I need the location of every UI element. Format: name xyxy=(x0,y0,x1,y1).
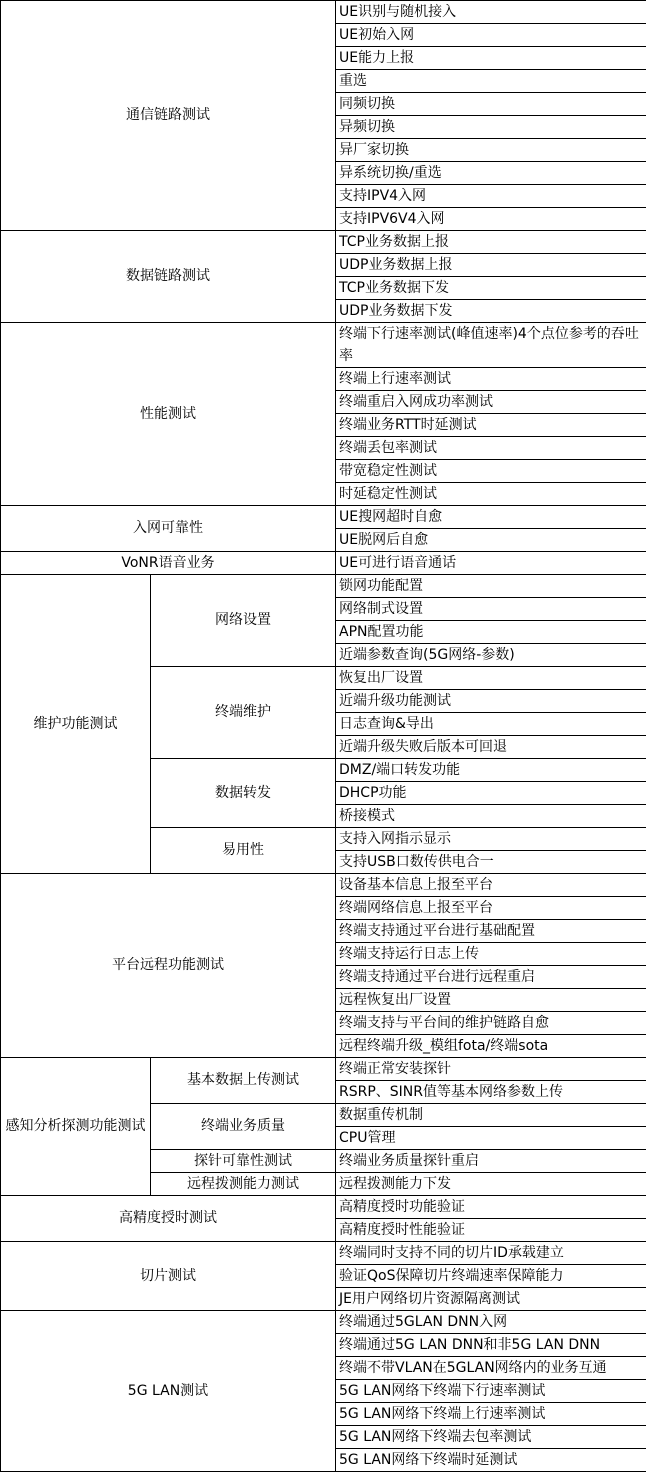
test-item-cell: APN配置功能 xyxy=(336,621,646,644)
subcategory-cell: 网络设置 xyxy=(151,575,336,667)
test-item-cell: 终端网络信息上报至平台 xyxy=(336,897,646,920)
test-item-cell: CPU管理 xyxy=(336,1127,646,1150)
category-cell: 性能测试 xyxy=(1,323,336,506)
subcategory-cell: 易用性 xyxy=(151,828,336,874)
test-item-cell: 锁网功能配置 xyxy=(336,575,646,598)
test-item-cell: 异厂家切换 xyxy=(336,139,646,162)
test-item-cell: 终端下行速率测试(峰值速率)4个点位参考的吞吐率 xyxy=(336,323,646,368)
test-item-cell: 终端不带VLAN在5GLAN网络内的业务互通 xyxy=(336,1357,646,1380)
test-item-cell: 重选 xyxy=(336,70,646,93)
test-item-cell: JE用户网络切片资源隔离测试 xyxy=(336,1288,646,1311)
test-item-cell: 终端重启入网成功率测试 xyxy=(336,391,646,414)
test-item-cell: UE脱网后自愈 xyxy=(336,529,646,552)
subcategory-cell: 远程拨测能力测试 xyxy=(151,1173,336,1196)
test-item-cell: 终端正常安装探针 xyxy=(336,1058,646,1081)
table-row xyxy=(1,575,646,598)
test-item-cell: 支持USB口数传供电合一 xyxy=(336,851,646,874)
test-item-cell: 桥接模式 xyxy=(336,805,646,828)
test-item-cell: 终端业务RTT时延测试 xyxy=(336,414,646,437)
table-row xyxy=(1,1,646,24)
test-item-cell: 终端支持通过平台进行基础配置 xyxy=(336,920,646,943)
test-item-cell: 日志查询&导出 xyxy=(336,713,646,736)
test-item-cell: 高精度授时性能验证 xyxy=(336,1219,646,1242)
test-item-cell: 远程恢复出厂设置 xyxy=(336,989,646,1012)
table-row xyxy=(1,1196,646,1219)
test-item-cell: 网络制式设置 xyxy=(336,598,646,621)
test-item-cell: UE可进行语音通话 xyxy=(336,552,646,575)
test-item-cell: 带宽稳定性测试 xyxy=(336,460,646,483)
table-row xyxy=(1,506,646,529)
table-row xyxy=(1,1242,646,1265)
test-item-cell: 终端上行速率测试 xyxy=(336,368,646,391)
test-item-cell: 终端支持通过平台进行远程重启 xyxy=(336,966,646,989)
test-item-cell: 支持IPV6V4入网 xyxy=(336,208,646,231)
test-item-cell: UE搜网超时自愈 xyxy=(336,506,646,529)
category-cell: VoNR语音业务 xyxy=(1,552,336,575)
test-item-cell: 远程拨测能力下发 xyxy=(336,1173,646,1196)
test-item-cell: RSRP、SINR值等基本网络参数上传 xyxy=(336,1081,646,1104)
test-item-cell: 终端支持与平台间的维护链路自愈 xyxy=(336,1012,646,1035)
test-item-cell: 同频切换 xyxy=(336,93,646,116)
category-cell: 5G LAN测试 xyxy=(1,1311,336,1472)
test-item-cell: 近端参数查询(5G网络-参数) xyxy=(336,644,646,667)
test-item-cell: 5G LAN网络下终端时延测试 xyxy=(336,1449,646,1472)
test-item-cell: 5G LAN网络下终端去包率测试 xyxy=(336,1426,646,1449)
subcategory-cell: 终端业务质量 xyxy=(151,1104,336,1150)
test-item-cell: 数据重传机制 xyxy=(336,1104,646,1127)
test-item-cell: TCP业务数据下发 xyxy=(336,277,646,300)
table-row xyxy=(1,874,646,897)
test-item-cell: UDP业务数据上报 xyxy=(336,254,646,277)
test-items-body xyxy=(1,1,646,1472)
category-cell: 维护功能测试 xyxy=(1,575,151,874)
test-item-cell: UE初始入网 xyxy=(336,24,646,47)
test-item-cell: 异系统切换/重选 xyxy=(336,162,646,185)
test-item-cell: 高精度授时功能验证 xyxy=(336,1196,646,1219)
test-item-cell: 恢复出厂设置 xyxy=(336,667,646,690)
category-cell: 通信链路测试 xyxy=(1,1,336,231)
category-cell: 平台远程功能测试 xyxy=(1,874,336,1058)
table-row xyxy=(1,1058,646,1081)
test-item-cell: 终端业务质量探针重启 xyxy=(336,1150,646,1173)
subcategory-cell: 基本数据上传测试 xyxy=(151,1058,336,1104)
category-cell: 数据链路测试 xyxy=(1,231,336,323)
subcategory-cell: 探针可靠性测试 xyxy=(151,1150,336,1173)
test-item-cell: 远程终端升级_模组fota/终端sota xyxy=(336,1035,646,1058)
subcategory-cell: 终端维护 xyxy=(151,667,336,759)
table-row xyxy=(1,231,646,254)
test-item-cell: 设备基本信息上报至平台 xyxy=(336,874,646,897)
test-item-cell: 支持入网指示显示 xyxy=(336,828,646,851)
subcategory-cell: 数据转发 xyxy=(151,759,336,828)
category-cell: 感知分析探测功能测试 xyxy=(1,1058,151,1196)
test-item-cell: 验证QoS保障切片终端速率保障能力 xyxy=(336,1265,646,1288)
table-row xyxy=(1,552,646,575)
test-item-cell: 近端升级功能测试 xyxy=(336,690,646,713)
category-cell: 入网可靠性 xyxy=(1,506,336,552)
test-item-cell: TCP业务数据上报 xyxy=(336,231,646,254)
test-item-cell: 近端升级失败后版本可回退 xyxy=(336,736,646,759)
test-item-cell: 异频切换 xyxy=(336,116,646,139)
category-cell: 高精度授时测试 xyxy=(1,1196,336,1242)
test-item-cell: 终端同时支持不同的切片ID承载建立 xyxy=(336,1242,646,1265)
table-row xyxy=(1,1311,646,1334)
test-item-cell: UDP业务数据下发 xyxy=(336,300,646,323)
test-item-cell: UE能力上报 xyxy=(336,47,646,70)
test-item-cell: 支持IPV4入网 xyxy=(336,185,646,208)
test-item-cell: 5G LAN网络下终端上行速率测试 xyxy=(336,1403,646,1426)
test-item-cell: 时延稳定性测试 xyxy=(336,483,646,506)
category-cell: 切片测试 xyxy=(1,1242,336,1311)
test-item-cell: 终端丢包率测试 xyxy=(336,437,646,460)
test-item-cell: 终端支持运行日志上传 xyxy=(336,943,646,966)
test-item-cell: DMZ/端口转发功能 xyxy=(336,759,646,782)
test-item-cell: DHCP功能 xyxy=(336,782,646,805)
test-item-cell: 终端通过5GLAN DNN入网 xyxy=(336,1311,646,1334)
test-item-cell: UE识别与随机接入 xyxy=(336,1,646,24)
table-row xyxy=(1,323,646,368)
test-item-cell: 终端通过5G LAN DNN和非5G LAN DNN xyxy=(336,1334,646,1357)
test-item-cell: 5G LAN网络下终端下行速率测试 xyxy=(336,1380,646,1403)
